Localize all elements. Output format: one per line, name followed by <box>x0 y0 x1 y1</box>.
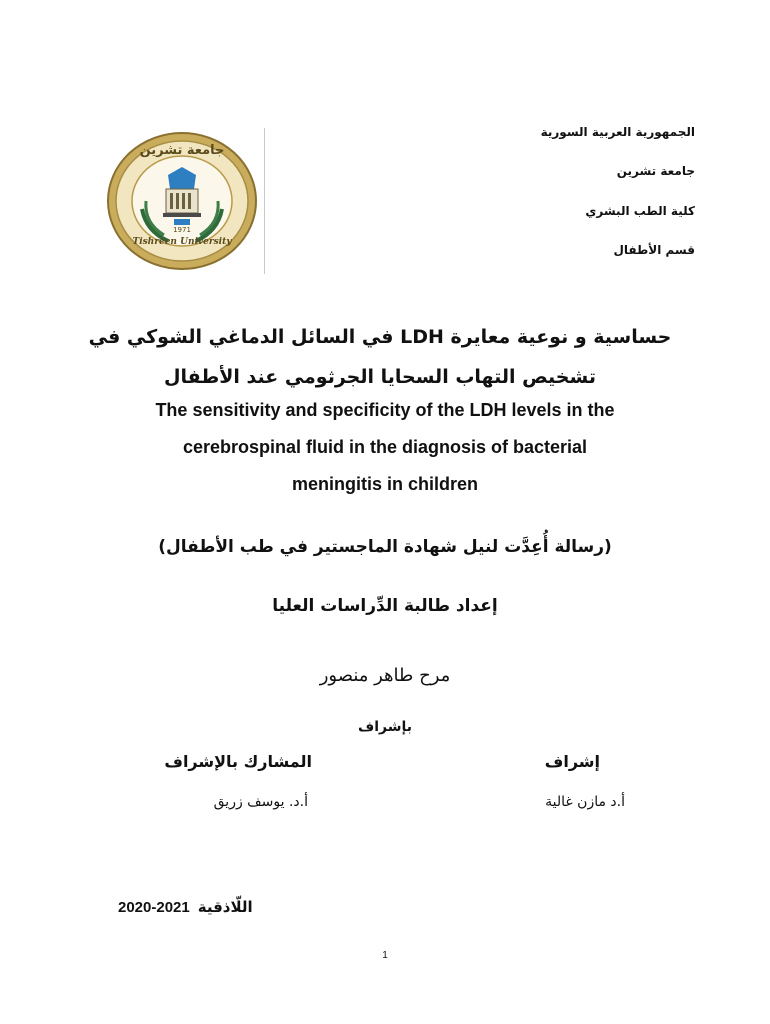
arabic-title-line-1: حساسية و نوعية معايرة LDH في السائل الدماغي الشوكي في <box>88 326 672 348</box>
english-title-line-1: The sensitivity and specificity of the LDH levels in the <box>155 400 615 420</box>
header-department: قسم الأطفال <box>613 243 695 257</box>
footer-city: اللّاذقية <box>197 898 253 916</box>
english-title-line-2: cerebrospinal fluid in the diagnosis of bacterial <box>182 437 588 457</box>
header-country: الجمهورية العربية السورية <box>540 125 695 139</box>
page-number: 1 <box>382 950 388 961</box>
prepared-by-label: إعداد طالبة الدِّراسات العليا <box>272 596 498 616</box>
thesis-note: (رسالة أُعِدَّت لنيل شهادة الماجستير في طب الأطفال) <box>158 537 612 557</box>
supervision-heading: بإشراف <box>357 719 413 735</box>
logo-ring-text: جامعة تشرين <box>139 143 225 158</box>
footer-place-date <box>118 895 288 919</box>
logo-year: 1971 <box>173 226 191 234</box>
cosupervisor-label: المشارك بالإشراف <box>164 752 312 771</box>
footer-year: 2020-2021 <box>118 898 190 916</box>
supervisor-label: إشراف <box>544 752 600 771</box>
arabic-title-line-2: تشخيص التهاب السحايا الجرثومي عند الأطفال <box>164 366 596 388</box>
university-logo <box>106 131 258 271</box>
student-name: مرح طاهر منصور <box>319 665 451 686</box>
english-title-line-3: meningitis in children <box>291 474 479 494</box>
cosupervisor-name: أ.د. يوسف زريق <box>213 794 308 810</box>
logo-latin-text: Tishreen University <box>132 237 232 247</box>
supervisor-name: أ.د مازن غالية <box>545 794 625 810</box>
header-faculty: كلية الطب البشري <box>585 204 695 218</box>
header-university: جامعة تشرين <box>616 164 695 178</box>
logo-divider <box>264 128 265 274</box>
